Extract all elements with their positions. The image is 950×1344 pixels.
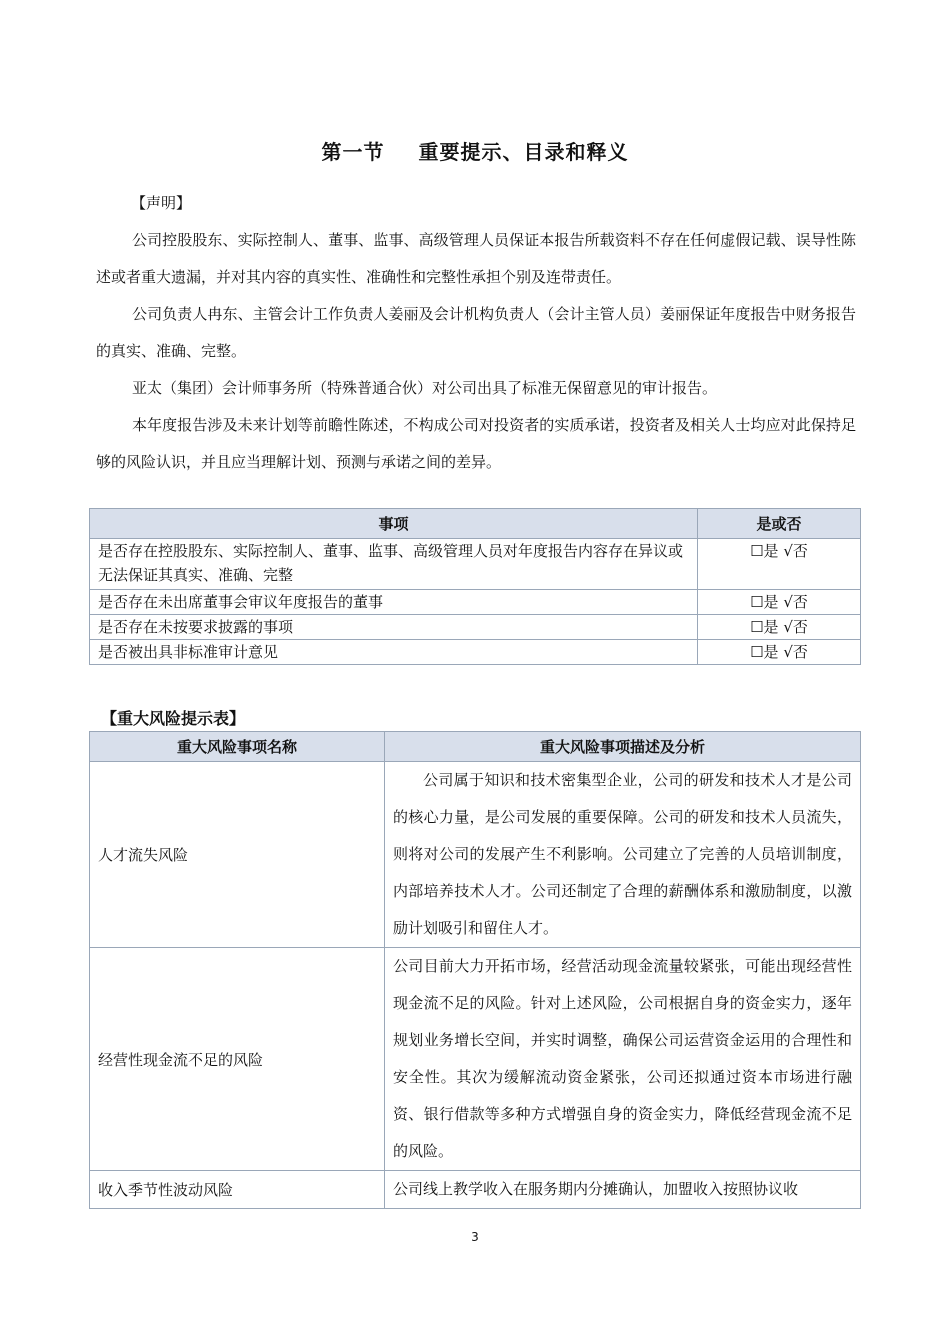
section-heading: 重要提示、目录和释义	[418, 140, 629, 164]
paragraph: 本年度报告涉及未来计划等前瞻性陈述，不构成公司对投资者的实质承诺，投资者及相关人士均应对此保持足够的风险认识，并且应当理解计划、预测与承诺之间的差异。	[96, 416, 856, 471]
table-header-row	[90, 732, 861, 762]
risk-name-cell: 经营性现金流不足的风险	[90, 948, 385, 1171]
page-number: 3	[471, 1230, 479, 1244]
table-header-row	[90, 509, 861, 539]
table-row	[90, 762, 861, 948]
answer-cell: ☐是 √否	[698, 539, 861, 590]
matter-cell: 是否存在未出席董事会审议年度报告的董事	[90, 590, 698, 615]
matter-cell: 是否存在未按要求披露的事项	[90, 615, 698, 640]
table-row	[90, 948, 861, 1171]
risk-table-title: 【重大风险提示表】	[101, 709, 246, 728]
risk-name-cell: 收入季节性波动风险	[90, 1171, 385, 1209]
risk-desc-cell: 公司线上教学收入在服务期内分摊确认，加盟收入按照协议收	[385, 1171, 861, 1209]
table-row	[90, 1171, 861, 1209]
answer-cell: ☐是 √否	[698, 615, 861, 640]
answer-cell: ☐是 √否	[698, 590, 861, 615]
risk-name-cell: 人才流失风险	[90, 762, 385, 948]
table-row	[90, 640, 861, 665]
column-header: 是或否	[698, 509, 861, 539]
column-header: 事项	[90, 509, 698, 539]
column-header: 重大风险事项名称	[90, 732, 385, 762]
risk-desc-cell: 公司目前大力开拓市场，经营活动现金流量较紧张，可能出现经营性现金流不足的风险。针对上述风险，公司根据自身的资金实力，逐年规划业务增长空间，并实时调整，确保公司运营资金运用的合理性和安全性。其次为缓解流动资金紧张，公司还拟通过资本市场进行融资、银行借款等多种方式增强自身的资金实力，降低经营现金流不足的风险。	[385, 948, 861, 1171]
matters-table	[89, 508, 861, 665]
answer-cell: ☐是 √否	[698, 640, 861, 665]
table-row	[90, 615, 861, 640]
column-header: 重大风险事项描述及分析	[385, 732, 861, 762]
matter-cell: 是否被出具非标准审计意见	[90, 640, 698, 665]
declaration-label: 【声明】	[131, 194, 192, 212]
section-number: 第一节	[321, 140, 385, 164]
table-row	[90, 590, 861, 615]
risk-desc-cell: 公司属于知识和技术密集型企业，公司的研发和技术人才是公司的核心力量，是公司发展的重要保障。公司的研发和技术人员流失，则将对公司的发展产生不利影响。公司建立了完善的人员培训制度，内部培养技术人才。公司还制定了合理的薪酬体系和激励制度，以激励计划吸引和留住人才。	[385, 762, 861, 948]
paragraph: 公司控股股东、实际控制人、董事、监事、高级管理人员保证本报告所载资料不存在任何虚假记载、误导性陈述或者重大遗漏，并对其内容的真实性、准确性和完整性承担个别及连带责任。	[96, 231, 856, 286]
table-row	[90, 539, 861, 590]
risk-table	[89, 731, 861, 1209]
paragraph: 公司负责人冉东、主管会计工作负责人姜丽及会计机构负责人（会计主管人员）姜丽保证年度报告中财务报告的真实、准确、完整。	[96, 305, 856, 360]
paragraph: 亚太（集团）会计师事务所（特殊普通合伙）对公司出具了标准无保留意见的审计报告。	[132, 379, 718, 397]
section-title	[0, 136, 950, 165]
matter-cell: 是否存在控股股东、实际控制人、董事、监事、高级管理人员对年度报告内容存在异议或无法保证其真实、准确、完整	[90, 539, 698, 590]
